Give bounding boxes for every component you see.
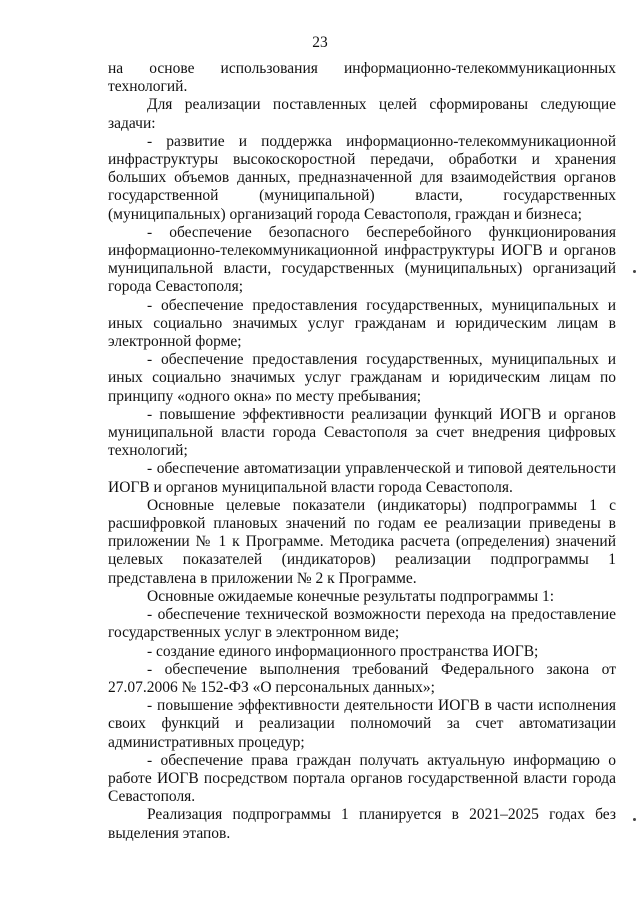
scan-speck	[633, 270, 636, 273]
page-number: 23	[312, 34, 328, 51]
paragraph-tasks-intro: Для реализации поставленных целей сформированы следующие задачи:	[108, 96, 616, 132]
task-item: - обеспечение предоставления государственных, муниципальных и иных социально значимых услуг гражданам и юридическим лицам в электронной форме;	[108, 296, 616, 351]
result-item: - обеспечение технической возможности перехода на предоставление государственных услуг в электронном виде;	[108, 606, 616, 642]
task-item: - обеспечение безопасного бесперебойного функционирования информационно-телекоммуникационной инфраструктуры ИОГВ и органов муниципальной власти, государственных (муниципальных) организаций города Севастополя;	[108, 223, 616, 296]
paragraph-results-intro: Основные ожидаемые конечные результаты подпрограммы 1:	[147, 587, 555, 605]
document-body	[108, 60, 616, 843]
task-item: - обеспечение предоставления государственных, муниципальных и иных социально значимых услуг гражданам и юридическим лицам по принципу «одного окна» по месту пребывания;	[108, 351, 616, 405]
paragraph-continuation: на основе использования информационно-телекоммуникационных технологий.	[108, 60, 616, 96]
scan-speck	[633, 818, 636, 821]
paragraph-implementation-period: Реализация подпрограммы 1 планируется в 2021–2025 годах без выделения этапов.	[108, 806, 616, 842]
paragraph-indicators: Основные целевые показатели (индикаторы) подпрограммы 1 с расшифровкой плановых значений по годам ее реализации приведены в приложении № 1 к Программе. Методика расчета (определения) значений целевых показателей (индикаторов) реализации подпрограммы 1 представлена в приложении № 2 к Программе.	[108, 496, 616, 587]
task-item: - обеспечение автоматизации управленческой и типовой деятельности ИОГВ и органов муниципальной власти города Севастополя.	[108, 460, 616, 496]
result-item: - обеспечение права граждан получать актуальную информацию о работе ИОГВ посредством портала органов государственной власти города Севастополя.	[108, 751, 616, 806]
result-item: - создание единого информационного пространства ИОГВ;	[147, 642, 539, 660]
result-item: - обеспечение выполнения требований Федерального закона от 27.07.2006 № 152-ФЗ «О персональных данных»;	[108, 660, 616, 696]
task-item: - развитие и поддержка информационно-телекоммуникационной инфраструктуры высокоскоростной передачи, обработки и хранения больших объемов данных, предназначенной для взаимодействия органов государственной (муниципальной) власти, государственных (муниципальных) организаций города Севастополя, граждан и бизнеса;	[108, 132, 616, 223]
result-item: - повышение эффективности деятельности ИОГВ в части исполнения своих функций и реализации полномочий за счет автоматизации административных процедур;	[108, 697, 616, 751]
task-item: - повышение эффективности реализации функций ИОГВ и органов муниципальной власти города Севастополя за счет внедрения цифровых технологий;	[108, 405, 616, 460]
